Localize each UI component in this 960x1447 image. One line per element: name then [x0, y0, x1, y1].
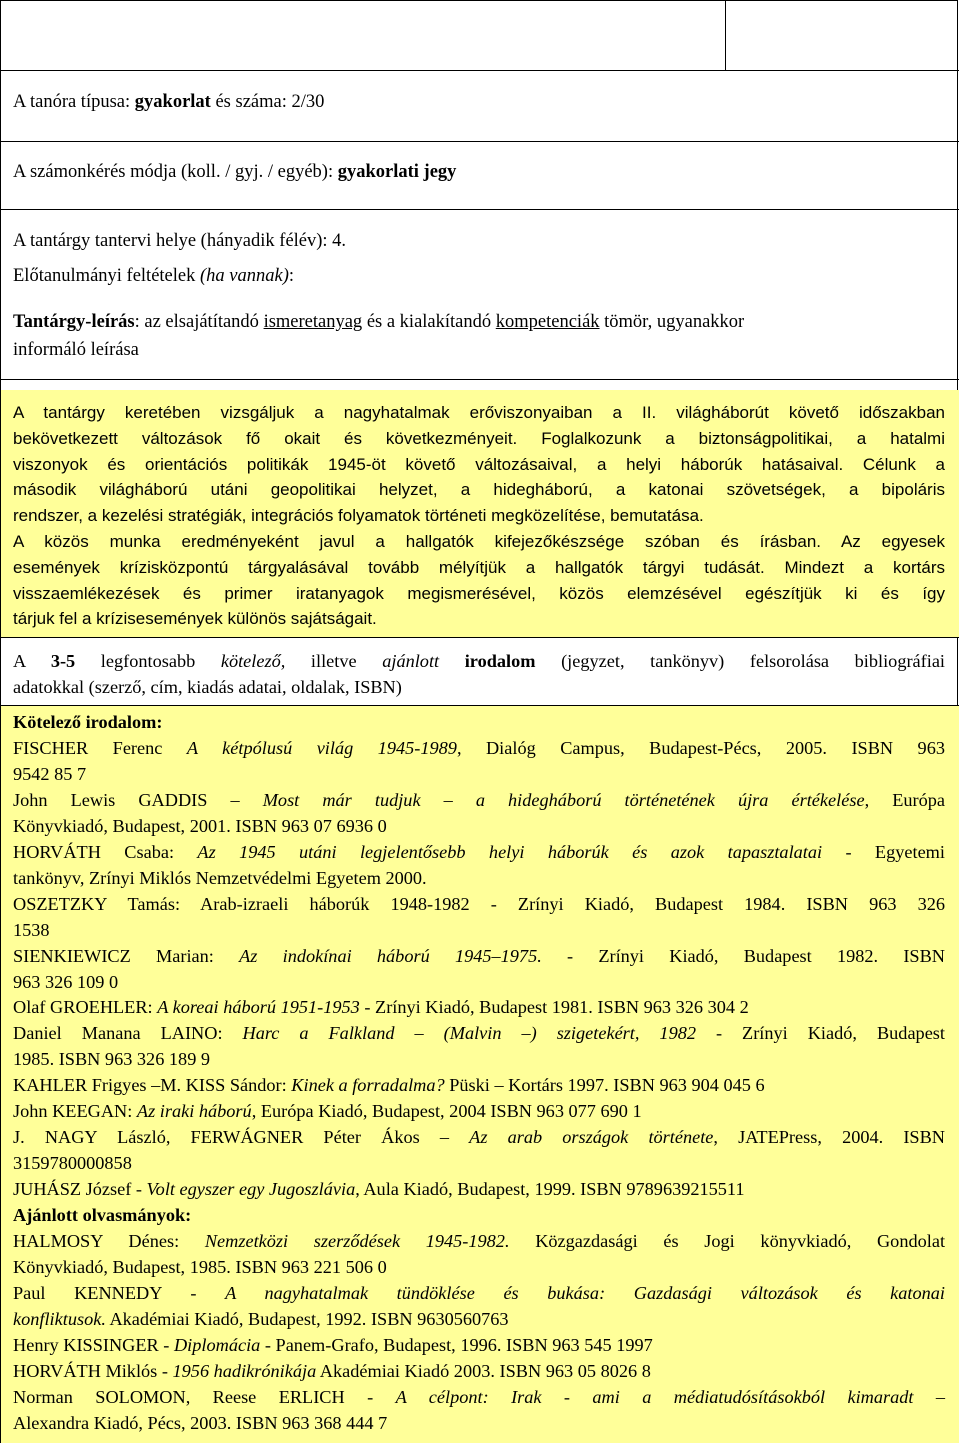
reference-title: Az arab országok története: [469, 1127, 714, 1148]
reference-author: HORVÁTH Csaba:: [13, 841, 198, 862]
reference-title: Most már tudjuk – a hidegháború történetének újra értékelése: [262, 789, 865, 810]
reference-title: Az 1945 utáni legjelentősebb helyi háborúk és azok tapasztalatai: [197, 841, 823, 862]
literature-intro-line: [13, 649, 945, 675]
reference-line: [13, 944, 945, 970]
reference-author: JUHÁSZ József -: [13, 1179, 147, 1200]
reference-title: Az iraki háború: [136, 1101, 252, 1122]
required-heading: [13, 710, 945, 736]
description-line: viszonyok és orientációs politikák 1945-öt követő változásaival, a helyi háborúk hatásaival. Célunk a: [13, 454, 945, 474]
reference-author: HORVÁTH Miklós -: [13, 1360, 173, 1381]
reference-line: [13, 1385, 945, 1411]
prereq-colon: :: [288, 266, 295, 286]
required-heading-text: Kötelező irodalom:: [13, 712, 163, 732]
recommended-heading-text: Ajánlott olvasmányok:: [13, 1205, 192, 1226]
row-divider: [1, 209, 959, 210]
reference-author: Norman SOLOMON, Reese ERLICH -: [13, 1386, 396, 1407]
reference-publisher: - Panem-Grafo, Budapest, 1996. ISBN 963 545 1997: [260, 1334, 653, 1355]
reference-line: [13, 995, 945, 1021]
literature-list: [13, 710, 945, 1437]
reference-line: [13, 1021, 945, 1047]
reference-line: [13, 1177, 945, 1203]
reference-title: 1956 hadikrónikája: [172, 1360, 317, 1381]
semester-label: A tantárgy tantervi helye (hányadik félév): 4.: [13, 231, 347, 251]
reference-line: 9542 85 7: [13, 763, 87, 784]
lesson-number: és száma: 2/30: [210, 92, 325, 112]
reference-title: A célpont: Irak - ami a médiatudósításokból kimaradt –: [395, 1386, 945, 1407]
desc-label-line: [13, 309, 947, 335]
text: legfontosabb: [75, 651, 221, 671]
desc-label-line-2: [13, 337, 947, 363]
desc-text: informáló leírása: [13, 340, 139, 360]
description-line: A közös munka eredményeként javul a hallgatók kifejezőkészsége szóban és írásban. Az egyesek: [13, 531, 945, 551]
description-line: bekövetkezett változások fő okait és következményeit. Foglalkozunk a biztonságpolitikai, a hatalmi: [13, 428, 945, 448]
reference-publisher: , Európa Kiadó, Budapest, 2004 ISBN 963 077 690 1: [251, 1101, 642, 1122]
reference-line: [13, 1229, 945, 1255]
reference-title: A koreai háború 1951-1953: [157, 997, 360, 1018]
reference-publisher: Püski – Kortárs 1997. ISBN 963 904 045 6: [444, 1075, 765, 1096]
description-line: események krízisközpontú tárgyalásával tovább mélyítjük a hallgatók tárgyi tudását. Mindezt a kortárs: [13, 557, 945, 577]
reference-line: [13, 1099, 945, 1125]
description-line: tárjuk fel a krízisesemények különös sajátságait.: [13, 609, 377, 629]
reference-publisher: Közgazdasági és Jogi könyvkiadó, Gondolat: [509, 1231, 946, 1252]
reference-line: [13, 1307, 945, 1333]
count: 3-5: [50, 651, 76, 671]
assessment-line: [13, 159, 947, 185]
reference-title: Kinek a forradalma?: [291, 1075, 445, 1096]
reference-line: 1985. ISBN 963 326 189 9: [13, 1049, 211, 1070]
reference-line: [13, 1281, 945, 1307]
reference-publisher: , Dialóg Campus, Budapest-Pécs, 2005. ISBN 963: [456, 737, 945, 758]
row-divider: [1, 379, 959, 380]
reference-line: [13, 1333, 945, 1359]
text: [439, 651, 465, 671]
reference-author: SIENKIEWICZ Marian:: [13, 945, 240, 966]
course-description: [13, 400, 945, 632]
prereq-note: (ha vannak): [200, 266, 289, 286]
reference-title: Az indokínai háború 1945–1975.: [239, 945, 542, 966]
reference-publisher: - Egyetemi: [822, 841, 945, 862]
reference-author: John KEEGAN:: [13, 1101, 137, 1122]
reference-line: 3159780000858: [13, 1153, 132, 1174]
recommended-heading: [13, 1203, 945, 1229]
reference-title: Diplomácia: [173, 1334, 261, 1355]
required-word: kötelező,: [220, 651, 286, 671]
reference-line: Könyvkiadó, Budapest, 1985. ISBN 963 221 506 0: [13, 1257, 387, 1278]
reference-title: Harc a Falkland – (Malvin –) szigetekért, 1982: [242, 1023, 696, 1044]
reference-author: Daniel Manana LAINO:: [13, 1023, 243, 1044]
competency-link: kompetenciák: [495, 312, 600, 332]
reference-title: konfliktusok.: [13, 1308, 106, 1329]
reference-publisher: , Aula Kiadó, Budapest, 1999. ISBN 9789639215511: [355, 1179, 745, 1200]
desc-text: és a kialakítandó: [362, 312, 496, 332]
reference-author: KAHLER Frigyes –M. KISS Sándor:: [13, 1075, 292, 1096]
prereq-line: [13, 263, 947, 289]
row-divider: [1, 141, 959, 142]
reference-publisher: Akadémiai Kiadó 2003. ISBN 963 05 8026 8: [316, 1360, 651, 1381]
text: (jegyzet, tankönyv) felsorolása bibliográfiai: [535, 651, 946, 671]
reference-title: Volt egyszer egy Jugoszlávia: [146, 1179, 356, 1200]
reference-author: John Lewis GADDIS –: [13, 789, 263, 810]
reference-line: [13, 736, 945, 762]
lesson-type-label: A tanóra típusa:: [13, 92, 135, 112]
desc-label: Tantárgy-leírás: [13, 312, 135, 332]
reference-line: 963 326 109 0: [13, 971, 119, 992]
lesson-type-line: [13, 89, 947, 115]
prereq-label: Előtanulmányi feltételek: [13, 266, 200, 286]
reference-publisher: Akadémiai Kiadó, Budapest, 1992. ISBN 9630560763: [105, 1308, 509, 1329]
reference-line: tankönyv, Zrínyi Miklós Nemzetvédelmi Egyetem 2000.: [13, 867, 427, 888]
reference-title: A nagyhatalmak tündöklése és bukása: Gazdasági változások és katonai: [225, 1282, 946, 1303]
assessment-label: A számonkérés módja (koll. / gyj. / egyéb):: [13, 162, 338, 182]
reference-line: Könyvkiadó, Budapest, 2001. ISBN 963 07 6936 0: [13, 815, 387, 836]
reference-line: [13, 1359, 945, 1385]
semester-line: [13, 228, 947, 254]
reference-publisher: - Zrínyi Kiadó, Budapest 1981. ISBN 963 326 304 2: [359, 997, 749, 1018]
assessment-value: gyakorlati jegy: [337, 162, 457, 182]
description-line: második világháború utáni geopolitikai helyzet, a hidegháború, a katonai szövetségek, a bipoláris: [13, 480, 945, 500]
reference-line: [13, 892, 945, 918]
reference-author: Olaf GROEHLER:: [13, 997, 158, 1018]
reference-author: Paul KENNEDY -: [13, 1282, 226, 1303]
reference-author: FISCHER Ferenc: [13, 737, 187, 758]
reference-title: Nemzetközi szerződések 1945-1982.: [204, 1231, 510, 1252]
reference-line: [13, 1125, 945, 1151]
recommended-word: ajánlott: [382, 651, 440, 671]
literature-word: irodalom: [464, 651, 536, 671]
header-row: [1, 1, 959, 71]
reference-line: [13, 1073, 945, 1099]
reference-publisher: - Zrínyi Kiadó, Budapest: [696, 1023, 946, 1044]
reference-line: Alexandra Kiadó, Pécs, 2003. ISBN 963 368 444 7: [13, 1412, 388, 1433]
required-list: [13, 736, 945, 1203]
reference-author: Henry KISSINGER -: [13, 1334, 174, 1355]
description-line: rendszer, a kezelési stratégiák, integrációs folyamatok történeti megközelítése, bemutatása.: [13, 506, 704, 526]
reference-author: HALMOSY Dénes:: [13, 1231, 205, 1252]
reference-title: A kétpólusú világ 1945-1989: [186, 737, 457, 758]
knowledge-link: ismeretanyag: [263, 312, 363, 332]
lesson-type-value: gyakorlat: [134, 92, 211, 112]
text: illetve: [285, 651, 383, 671]
column-divider: [725, 1, 726, 71]
reference-line: 1538: [13, 919, 50, 940]
reference-publisher: , JATEPress, 2004. ISBN: [713, 1127, 945, 1148]
row-divider: [1, 637, 959, 638]
desc-text: : az elsajátítandó: [134, 312, 264, 332]
desc-text: tömör, ugyanakkor: [599, 312, 745, 332]
reference-publisher: , Európa: [864, 789, 946, 810]
reference-author: J. NAGY László, FERWÁGNER Péter Ákos –: [13, 1127, 470, 1148]
reference-line: [13, 788, 945, 814]
recommended-list: [13, 1229, 945, 1437]
text: A: [13, 651, 51, 671]
reference-publisher: - Zrínyi Kiadó, Budapest 1982. ISBN: [541, 945, 945, 966]
description-line: A tantárgy keretében vizsgáljuk a nagyhatalmak erőviszonyaiban a II. világháborút követő időszakban: [13, 403, 945, 422]
literature-intro: [13, 649, 945, 701]
literature-intro-line: adatokkal (szerző, cím, kiadás adatai, oldalak, ISBN): [13, 676, 402, 697]
reference-author: OSZETZKY Tamás: Arab-izraeli háborúk 1948-1982 - Zrínyi Kiadó, Budapest 1984. ISBN 963 326: [13, 893, 945, 914]
description-line: visszaemlékezések és primer iratanyagok megismerésével, közös elemzésével egészítjük ki és így: [13, 583, 945, 603]
reference-line: [13, 840, 945, 866]
